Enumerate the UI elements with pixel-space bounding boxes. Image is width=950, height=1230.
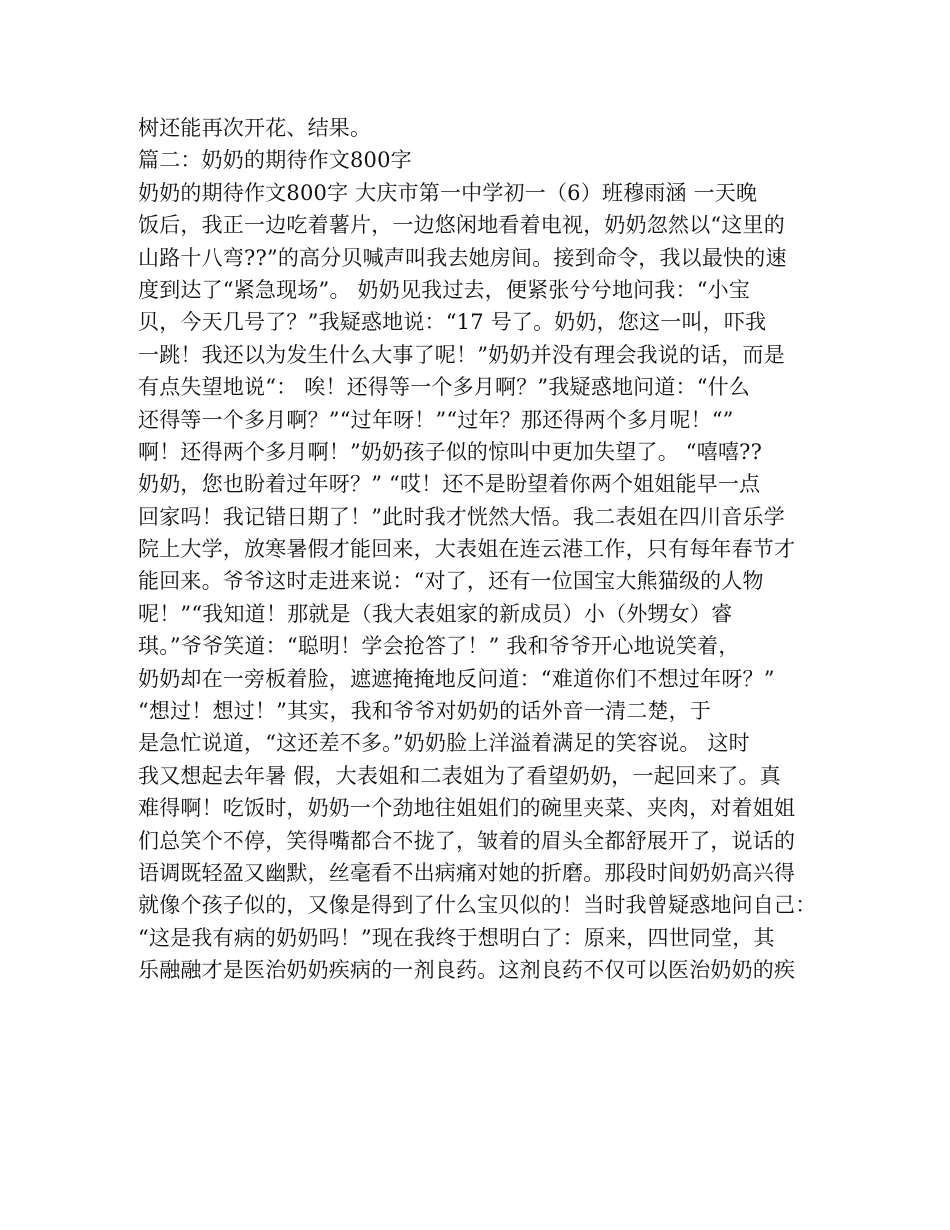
text-line: 奶奶却在一旁板着脸，遮遮掩掩地反问道：“难道你们不想过年呀？” (138, 666, 775, 691)
text-line: 饭后，我正一边吃着薯片，一边悠闲地看着电视，奶奶忽然以“这里的 (138, 213, 785, 238)
text-line: 奶奶的期待作文800字 大庆市第一中学初一（6）班穆雨涵 一天晚 (138, 180, 758, 205)
text-line: 我又想起去年暑 假，大表姐和二表姐为了看望奶奶，一起回来了。真 (138, 763, 781, 788)
section-heading: 篇二：奶奶的期待作文800字 (138, 148, 412, 173)
text-line: 能回来。爷爷这时走进来说：“对了，还有一位国宝大熊猫级的人物 (138, 569, 764, 594)
text-line: “这是我有病的奶奶吗！”现在我终于想明白了：原来，四世同堂，其 (138, 925, 775, 950)
text-line: 语调既轻盈又幽默，丝毫看不出病痛对她的折磨。那段时间奶奶高兴得 (138, 860, 796, 885)
text-line: 就像个孩子似的，又像是得到了什么宝贝似的！当时我曾疑惑地问自己： (138, 893, 817, 918)
text-line: 一跳！我还以为发生什么大事了呢！”奶奶并没有理会我说的话，而是 (138, 342, 785, 367)
text-line: 有点失望地说“： 唉！还得等一个多月啊？”我疑惑地问道：“什么 (138, 375, 751, 400)
text-line: 树还能再次开花、结果。 (138, 116, 372, 140)
text-line: 还得等一个多月啊？”“过年呀！”“过年？那还得两个多月呢！“” (138, 407, 734, 432)
text-line: 回家吗！我记错日期了！”此时我才恍然大悟。我二表姐在四川音乐学 (138, 504, 785, 529)
text-line: 琪。”爷爷笑道：“聪明！学会抢答了！” 我和爷爷开心地说笑着， (138, 634, 740, 659)
text-line: 度到达了“紧急现场”。 奶奶见我过去，便紧张兮兮地问我：“小宝 (138, 277, 751, 302)
text-line: 贝，今天几号了？”我疑惑地说：“17 号了。奶奶，您这一叫，吓我 (138, 310, 767, 335)
text-line: 们总笑个不停，笑得嘴都合不拢了，皱着的眉头全都舒展开了，说话的 (138, 828, 796, 853)
text-line: 呢！”“我知道！那就是（我大表姐家的新成员）小（外甥女）睿 (138, 601, 733, 626)
text-line: 山路十八弯??”的高分贝喊声叫我去她房间。接到命令，我以最快的速 (138, 245, 787, 270)
text-line: 难得啊！吃饭时，奶奶一个劲地往姐姐们的碗里夹菜、夹肉，对着姐姐 (138, 796, 796, 821)
text-line: 院上大学，放寒暑假才能回来，大表姐在连云港工作，只有每年春节才 (138, 537, 796, 562)
text-line: 奶奶，您也盼着过年呀？” “哎！还不是盼望着你两个姐姐能早一点 (138, 472, 761, 497)
essay-text-block (138, 112, 818, 987)
text-line: 是急忙说道，“这还差不多。”奶奶脸上洋溢着满足的笑容说。 这时 (138, 731, 750, 756)
text-line: 啊！还得两个多月啊！”奶奶孩子似的惊叫中更加失望了。 “嘻嘻?? (138, 439, 763, 464)
text-line: 乐融融才是医治奶奶疾病的一剂良药。这剂良药不仅可以医治奶奶的疾 (138, 958, 796, 983)
text-line: “想过！想过！”其实，我和爷爷对奶奶的话外音一清二楚，于 (138, 699, 712, 724)
